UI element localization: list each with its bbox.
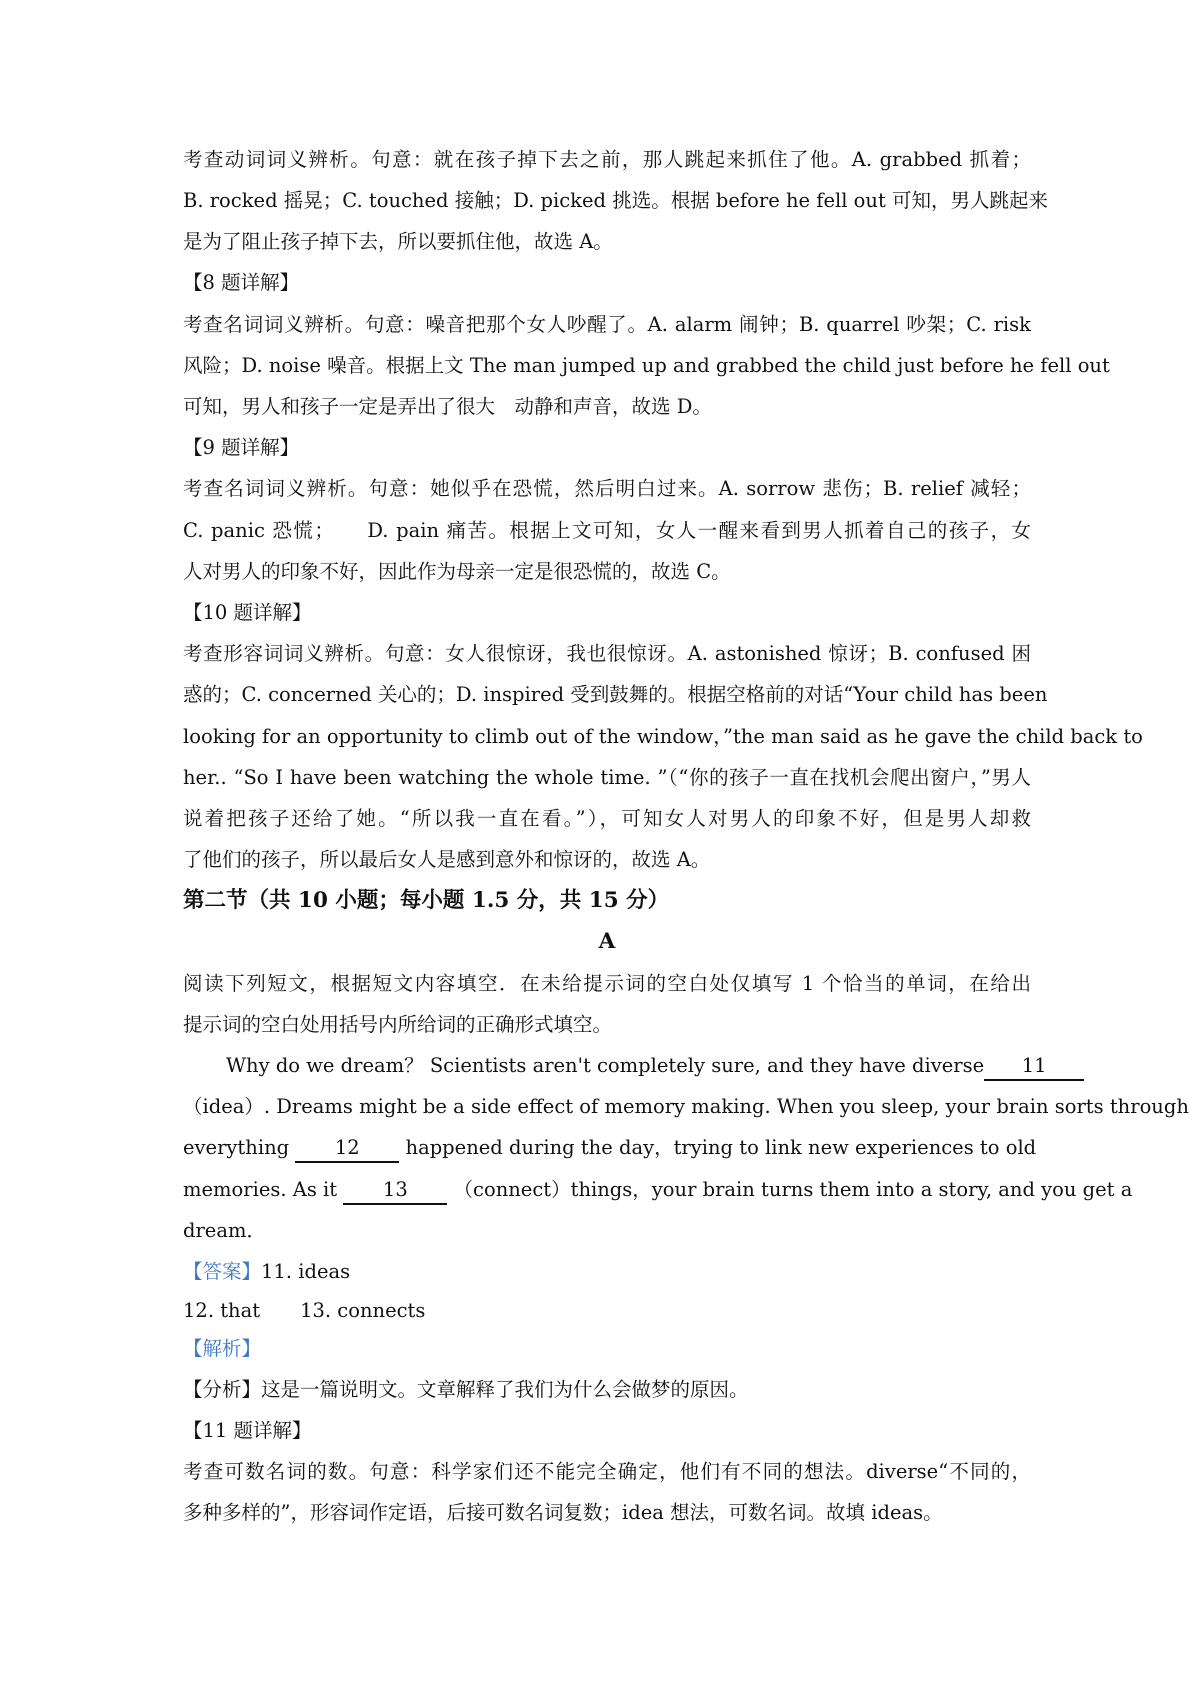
- q10-explanation-line-5: 说着把孩子还给了她。“所以我一直在看。”），可知女人对男人的印象不好，但是男人却救: [183, 807, 1031, 830]
- q11-explanation-line-1: 考查可数名词的数。句意：科学家们还不能完全确定，他们有不同的想法。diverse“不同的，: [183, 1460, 1031, 1483]
- answer-12: 12. that: [183, 1299, 261, 1322]
- passage-text: memories. As it: [183, 1178, 338, 1201]
- q8-heading: 【8 题详解】: [183, 271, 300, 294]
- answer-line-2: [183, 1298, 1031, 1324]
- section-heading: 第二节（共 10 小题；每小题 1.5 分，共 15 分）: [183, 888, 670, 913]
- passage-line-5: dream．: [183, 1219, 266, 1242]
- q10-explanation-line-1: 考查形容词词义辨析。句意：女人很惊讶，我也很惊讶。A. astonished 惊讶；B. confused 困: [183, 642, 1031, 665]
- part-label: A: [598, 929, 616, 954]
- passage-line-2: （idea）. Dreams might be a side effect of memory making. When you sleep, your brain sorts through: [183, 1095, 1189, 1118]
- q10-explanation-line-2: 惑的；C. concerned 关心的；D. inspired 受到鼓舞的。根据空格前的对话“Your child has been: [183, 683, 1048, 706]
- answer-13: 13. connects: [300, 1299, 426, 1322]
- blank-12: 12: [295, 1135, 399, 1163]
- q10-explanation-line-6: 了他们的孩子，所以最后女人是感到意外和惊讶的，故选 A。: [183, 848, 711, 871]
- q8-explanation-line-1: 考查名词词义辨析。句意：噪音把那个女人吵醒了。A. alarm 闹钟；B. quarrel 吵架；C. risk: [183, 313, 1031, 336]
- q9-explanation-line-2: C. panic 恐慌； D. pain 痛苦。根据上文可知，女人一醒来看到男人抓着自己的孩子，女: [183, 519, 1031, 542]
- answer-line-1: [183, 1259, 1031, 1285]
- passage-text: Why do we dream？ Scientists aren't completely sure, and they have diverse: [226, 1054, 985, 1077]
- instructions-line-2: 提示词的空白处用括号内所给词的正确形式填空。: [183, 1013, 613, 1036]
- q7-explanation-line-2: B. rocked 摇晃；C. touched 接触；D. picked 挑选。根据 before he fell out 可知，男人跳起来: [183, 189, 1049, 212]
- passage-text: everything: [183, 1136, 290, 1159]
- instructions-line-1: 阅读下列短文，根据短文内容填空．在未给提示词的空白处仅填写 1 个恰当的单词，在给出: [183, 972, 1031, 995]
- blank-11: 11: [984, 1053, 1084, 1081]
- analysis-intro: 【分析】这是一篇说明文。文章解释了我们为什么会做梦的原因。: [183, 1378, 749, 1401]
- answer-label: 【答案】: [183, 1260, 262, 1283]
- passage-text: happened during the day，trying to link new experiences to old: [405, 1136, 1037, 1159]
- q11-heading: 【11 题详解】: [183, 1419, 312, 1442]
- q10-explanation-line-4: her.. “So I have been watching the whole time. ”（“你的孩子一直在找机会爬出窗户，”男人: [183, 766, 1031, 789]
- q8-explanation-line-2: 风险；D. noise 噪音。根据上文 The man jumped up and grabbed the child just before he fell out: [183, 354, 1110, 377]
- q7-explanation-line-3: 是为了阻止孩子掉下去，所以要抓住他，故选 A。: [183, 230, 613, 253]
- q9-explanation-line-1: 考查名词词义辨析。句意：她似乎在恐慌，然后明白过来。A. sorrow 悲伤；B. relief 减轻；: [183, 477, 1031, 500]
- analysis-label: 【解析】: [183, 1337, 262, 1360]
- passage-text: （connect）things，your brain turns them into a story, and you get a: [453, 1178, 1133, 1201]
- passage-line-1: [226, 1053, 1047, 1081]
- q11-explanation-line-2: 多种多样的”，形容词作定语，后接可数名词复数；idea 想法，可数名词。故填 ideas。: [183, 1501, 943, 1524]
- q9-heading: 【9 题详解】: [183, 436, 300, 459]
- passage-line-4: [183, 1177, 1133, 1205]
- q10-explanation-line-3: looking for an opportunity to climb out of the window，”the man said as he gave the child back to: [183, 725, 1143, 748]
- q10-heading: 【10 题详解】: [183, 601, 312, 624]
- q7-explanation-line-1: 考查动词词义辨析。句意：就在孩子掉下去之前，那人跳起来抓住了他。A. grabbed 抓着；: [183, 148, 1031, 171]
- q9-explanation-line-3: 人对男人的印象不好，因此作为母亲一定是很恐慌的，故选 C。: [183, 560, 731, 583]
- passage-line-3: [183, 1135, 1037, 1163]
- blank-13: 13: [343, 1177, 447, 1205]
- answer-11: 11. ideas: [261, 1260, 351, 1283]
- q8-explanation-line-3: 可知，男人和孩子一定是弄出了很大 动静和声音，故选 D。: [183, 395, 712, 418]
